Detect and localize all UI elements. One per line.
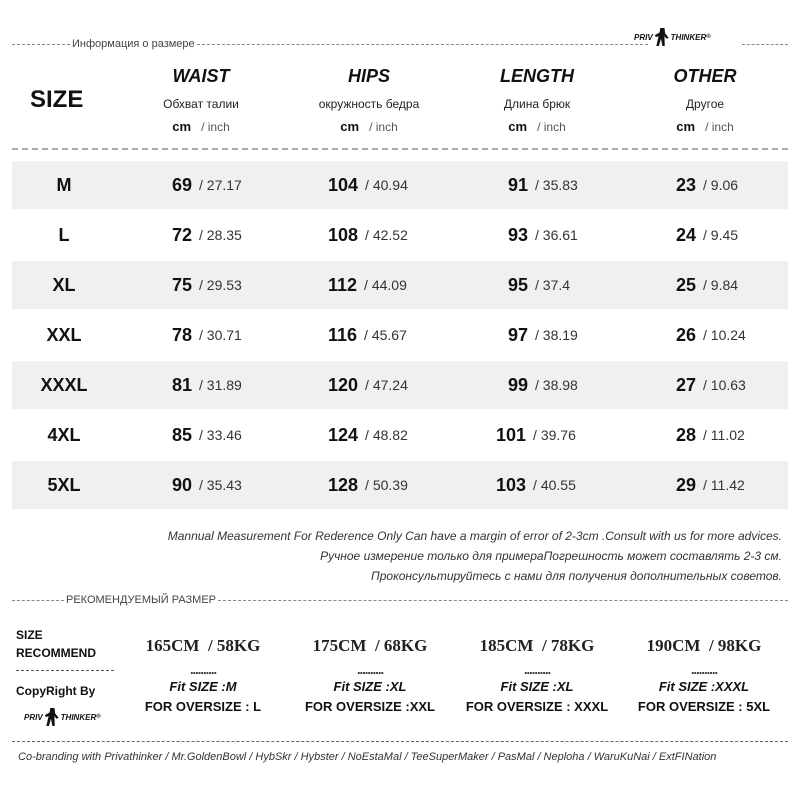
copyright-logo-right: THINKER xyxy=(60,712,97,722)
hips-cell xyxy=(328,361,408,409)
inch-value: / 11.42 xyxy=(703,477,745,493)
waist-cell xyxy=(172,211,242,259)
row-size: 5XL xyxy=(47,474,81,495)
unit-cm: cm xyxy=(340,119,360,134)
height-weight xyxy=(619,636,789,656)
cm-value: 128 xyxy=(328,474,359,495)
inch-value: / 47.24 xyxy=(365,377,408,393)
cm-value: 23 xyxy=(676,174,697,195)
table-row xyxy=(12,261,788,309)
size-recommend-line2: RECOMMEND xyxy=(16,646,96,660)
length-cell xyxy=(508,311,578,359)
table-row xyxy=(12,361,788,409)
dots: .......... xyxy=(690,662,718,677)
inch-value: / 38.19 xyxy=(535,327,578,343)
oversize: FOR OVERSIZE : XXXL xyxy=(465,699,609,714)
inch-value: / 39.76 xyxy=(533,427,576,443)
cm-value: 75 xyxy=(172,274,193,295)
hips-cell xyxy=(328,211,408,259)
cm-value: 95 xyxy=(508,274,529,295)
cm-value: 24 xyxy=(676,224,697,245)
row-size: 4XL xyxy=(47,424,81,445)
row-size: XXL xyxy=(46,324,82,345)
inch-value: / 33.46 xyxy=(199,427,242,443)
fit-size: Fit SIZE :M xyxy=(169,679,237,694)
waist-cell xyxy=(172,161,242,209)
oversize: FOR OVERSIZE : 5XL xyxy=(637,699,771,714)
cm-value: 72 xyxy=(172,224,193,245)
brand-logo-mark: ® xyxy=(706,34,711,40)
hips-cell xyxy=(328,411,408,459)
inch-value: / 37.4 xyxy=(535,277,571,293)
column-unit xyxy=(620,119,790,134)
other-cell xyxy=(676,211,738,259)
column-name: HIPS xyxy=(347,66,390,86)
title-left-divider xyxy=(12,44,70,45)
weight-value: / 68KG xyxy=(374,636,428,655)
cm-value: 116 xyxy=(328,324,358,345)
recommend-right-divider xyxy=(218,600,788,601)
other-cell xyxy=(676,161,738,209)
column-name: OTHER xyxy=(673,66,737,86)
waist-cell xyxy=(172,411,242,459)
column-unit xyxy=(284,119,454,134)
other-cell xyxy=(676,261,738,309)
column-ru: окружность бедра xyxy=(318,97,420,111)
size-recommend-line1: SIZE xyxy=(16,628,43,642)
recommend-title-label: РЕКОМЕНДУЕМЫЙ РАЗМЕР xyxy=(66,594,217,606)
height-value: 185CM xyxy=(479,636,534,655)
inch-value: / 50.39 xyxy=(365,477,408,493)
inch-value: / 10.63 xyxy=(703,377,746,393)
unit-cm: cm xyxy=(508,119,528,134)
column-header-length xyxy=(452,66,622,134)
cobranding-text: Co-branding with Privathinker / Mr.GoldenBowl / HybSkr / Hybster / NoEstaMal / TeeSuperMaker / PasMal / Neploha / WaruKuNai / ExtFINation xyxy=(18,751,717,763)
cm-value: 28 xyxy=(676,424,697,445)
cm-value: 81 xyxy=(172,374,193,395)
table-row xyxy=(12,311,788,359)
inch-value: / 40.94 xyxy=(365,177,408,193)
cm-value: 69 xyxy=(172,174,193,195)
column-name: LENGTH xyxy=(500,66,574,86)
cm-value: 25 xyxy=(676,274,697,295)
hips-cell xyxy=(328,461,408,509)
table-row xyxy=(12,461,788,509)
inch-value: / 38.98 xyxy=(535,377,578,393)
fit-size: Fit SIZE :XXXL xyxy=(658,679,750,694)
brand-figure-icon xyxy=(45,708,59,726)
cm-value: 27 xyxy=(676,374,697,395)
cm-value: 120 xyxy=(328,374,359,395)
inch-value: / 44.09 xyxy=(364,277,407,293)
waist-cell xyxy=(172,261,242,309)
row-size: XXXL xyxy=(40,374,88,395)
logo-divider xyxy=(742,44,788,45)
cm-value: 26 xyxy=(676,324,697,345)
inch-value: / 9.84 xyxy=(703,277,739,293)
inch-value: / 9.06 xyxy=(703,177,739,193)
other-cell xyxy=(676,411,745,459)
column-ru: Другое xyxy=(685,97,725,111)
inch-value: / 48.82 xyxy=(365,427,408,443)
fit-size: Fit SIZE :XL xyxy=(333,679,407,694)
column-ru: Длина брюк xyxy=(503,97,571,111)
note-ru-1: Ручное измерение только для примераПогрешность может составлять 2-3 см. xyxy=(320,549,782,563)
unit-cm: cm xyxy=(172,119,192,134)
header-divider xyxy=(12,148,788,150)
inch-value: / 27.17 xyxy=(199,177,242,193)
length-cell xyxy=(508,211,578,259)
length-cell xyxy=(496,461,576,509)
table-row xyxy=(12,161,788,209)
hips-cell xyxy=(328,311,407,359)
brand-logo xyxy=(634,28,711,46)
row-size: XL xyxy=(52,274,76,295)
copyright-logo-left: PRIV xyxy=(24,712,43,722)
cm-value: 29 xyxy=(676,474,697,495)
column-header-hips xyxy=(284,66,454,134)
inch-value: / 9.45 xyxy=(703,227,739,243)
length-cell xyxy=(508,161,578,209)
column-header-waist xyxy=(116,66,286,134)
table-row xyxy=(12,211,788,259)
brand-logo-right: THINKER xyxy=(670,32,707,42)
length-cell xyxy=(508,261,570,309)
unit-inch: / inch xyxy=(369,120,398,134)
column-header-other xyxy=(620,66,790,134)
recommend-title xyxy=(12,594,788,606)
inch-value: / 31.89 xyxy=(199,377,242,393)
unit-inch: / inch xyxy=(705,120,734,134)
height-weight xyxy=(285,636,455,656)
bottom-divider xyxy=(12,741,788,742)
copyright-logo-mark: ® xyxy=(96,714,101,720)
fit-size: Fit SIZE :XL xyxy=(500,679,574,694)
cm-value: 91 xyxy=(508,174,529,195)
cm-value: 93 xyxy=(508,224,529,245)
other-cell xyxy=(676,461,745,509)
dots: .......... xyxy=(189,662,217,677)
inch-value: / 11.02 xyxy=(703,427,745,443)
cm-value: 78 xyxy=(172,324,193,345)
unit-inch: / inch xyxy=(201,120,230,134)
unit-cm: cm xyxy=(676,119,696,134)
height-weight xyxy=(118,636,288,656)
recommend-item xyxy=(285,636,455,714)
dots: .......... xyxy=(523,662,551,677)
length-cell xyxy=(508,361,578,409)
dots: .......... xyxy=(356,662,384,677)
size-recommend-label xyxy=(16,626,96,662)
table-row xyxy=(12,411,788,459)
waist-cell xyxy=(172,311,242,359)
inch-value: / 30.71 xyxy=(199,327,242,343)
brand-logo-left: PRIV xyxy=(634,32,653,42)
unit-inch: / inch xyxy=(537,120,566,134)
cm-value: 104 xyxy=(328,174,359,195)
cm-value: 108 xyxy=(328,224,359,245)
hips-cell xyxy=(328,161,408,209)
waist-cell xyxy=(172,461,242,509)
cm-value: 124 xyxy=(328,424,359,445)
height-value: 175CM xyxy=(312,636,367,655)
copyright-logo xyxy=(24,708,101,726)
height-value: 165CM xyxy=(145,636,200,655)
note-ru-2: Проконсультируйтесь с нами для получения дополнительных советов. xyxy=(371,569,782,583)
cm-value: 90 xyxy=(172,474,193,495)
row-size: L xyxy=(58,224,70,245)
row-size: M xyxy=(56,174,72,195)
other-cell xyxy=(676,311,746,359)
column-unit xyxy=(452,119,622,134)
cm-value: 112 xyxy=(328,274,358,295)
column-ru: Обхват талии xyxy=(163,97,239,111)
cm-value: 103 xyxy=(496,474,527,495)
brand-figure-icon xyxy=(655,28,669,46)
recommend-item xyxy=(619,636,789,714)
size-header: SIZE xyxy=(30,86,84,113)
note-en: Mannual Measurement For Rederence Only Can have a margin of error of 2-3cm .Consult with us for more advices. xyxy=(167,529,782,543)
length-cell xyxy=(496,411,576,459)
inch-value: / 45.67 xyxy=(364,327,407,343)
recommend-label-divider xyxy=(16,670,114,671)
cm-value: 97 xyxy=(508,324,529,345)
cm-value: 85 xyxy=(172,424,193,445)
column-unit xyxy=(116,119,286,134)
recommend-left-divider xyxy=(12,600,64,601)
other-cell xyxy=(676,361,746,409)
title-right-divider xyxy=(197,44,648,45)
weight-value: / 98KG xyxy=(708,636,762,655)
inch-value: / 36.61 xyxy=(535,227,578,243)
recommend-item xyxy=(452,636,622,714)
inch-value: / 10.24 xyxy=(703,327,746,343)
inch-value: / 29.53 xyxy=(199,277,242,293)
inch-value: / 35.83 xyxy=(535,177,578,193)
column-name: WAIST xyxy=(172,66,230,86)
waist-cell xyxy=(172,361,242,409)
height-weight xyxy=(452,636,622,656)
recommend-item xyxy=(118,636,288,714)
weight-value: / 58KG xyxy=(207,636,261,655)
oversize: FOR OVERSIZE :XXL xyxy=(304,699,435,714)
inch-value: / 35.43 xyxy=(199,477,242,493)
inch-value: / 42.52 xyxy=(365,227,408,243)
hips-cell xyxy=(328,261,407,309)
cm-value: 99 xyxy=(508,374,529,395)
weight-value: / 78KG xyxy=(541,636,595,655)
copyright-label: CopyRight By xyxy=(16,684,96,698)
size-info-label: Информация о размере xyxy=(72,38,195,50)
height-value: 190CM xyxy=(646,636,701,655)
cm-value: 101 xyxy=(496,424,527,445)
oversize: FOR OVERSIZE : L xyxy=(144,699,262,714)
inch-value: / 40.55 xyxy=(533,477,576,493)
inch-value: / 28.35 xyxy=(199,227,242,243)
